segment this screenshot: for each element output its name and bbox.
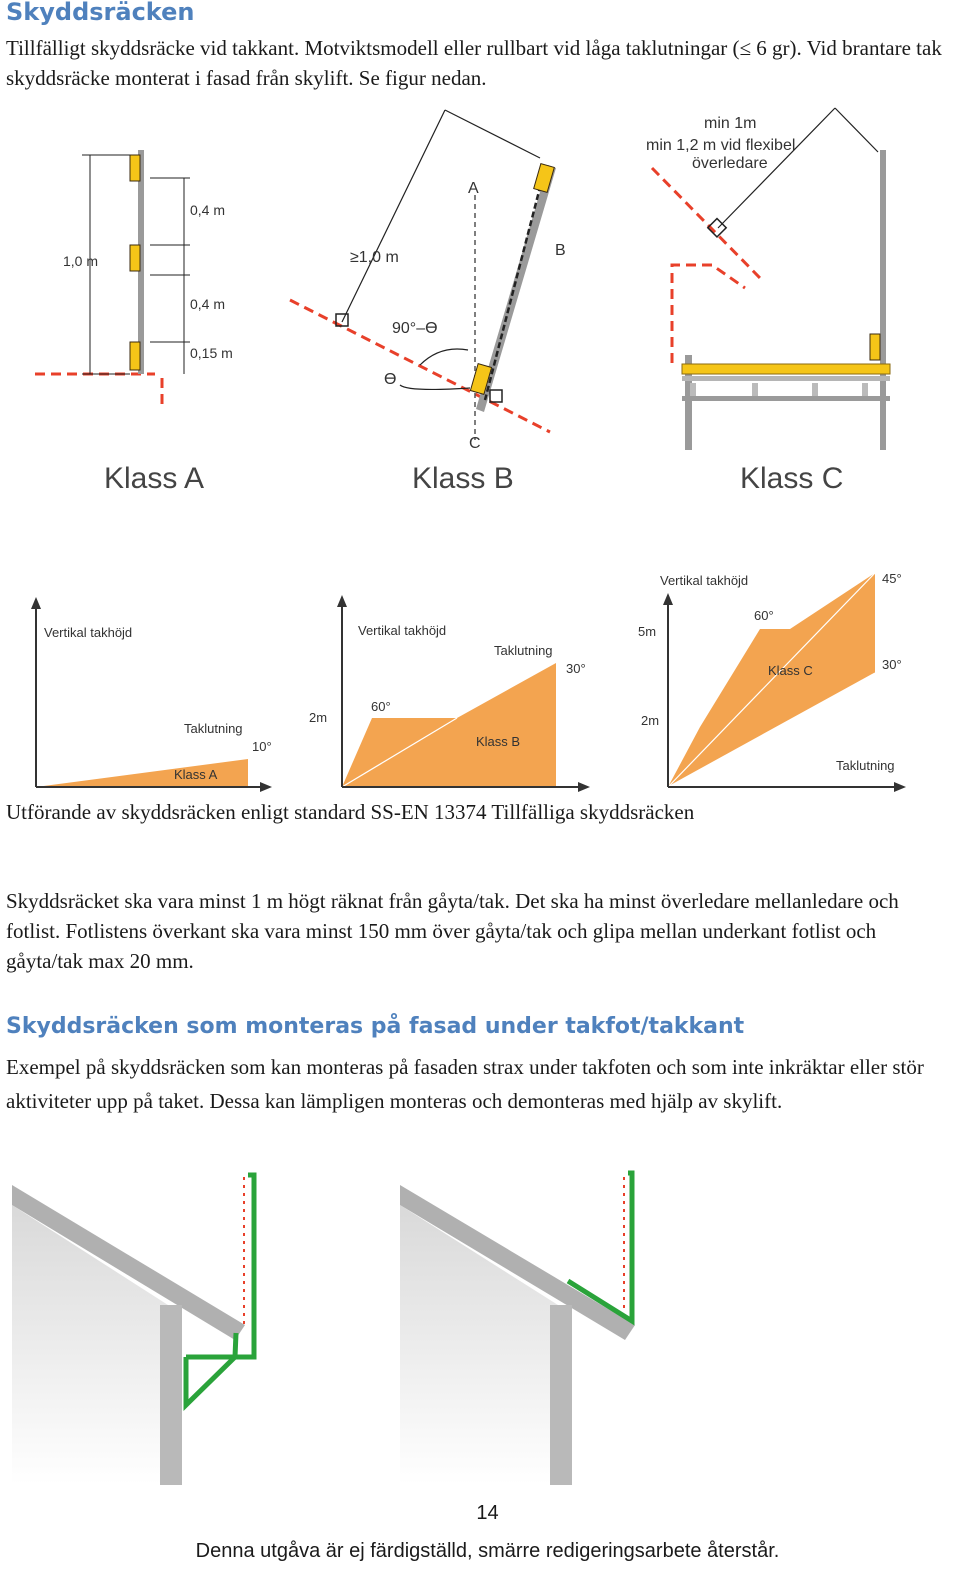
guardrail-class-figure <box>0 100 960 520</box>
klass-a-gap2-label: 0,4 m <box>190 296 226 312</box>
chart-c-angle-top: 45° <box>882 571 902 586</box>
facade-example-right <box>400 1173 635 1485</box>
chart-c-xlabel: Taklutning <box>836 758 895 773</box>
chart-a <box>31 597 272 792</box>
chart-b-height: 2m <box>309 710 328 725</box>
klass-c-min-label: min 1m <box>704 115 757 132</box>
klass-c-drawing <box>646 108 890 495</box>
requirements-paragraph: Skyddsräcket ska vara minst 1 m högt räknat från gåyta/tak. Det ska ha minst överledare mellanledare och fotlist. Fotlistens överkant ska vara minst 150 mm över gåyta/tak och glipa mellan underkant fotlist och gåyta/tak max 20 mm. <box>6 889 899 973</box>
klass-b-label-c: C <box>469 435 481 452</box>
chart-b-xlabel: Taklutning <box>494 643 553 658</box>
klass-a-height-label: 1,0 m <box>63 253 99 269</box>
footer-note: Denna utgåva är ej färdigställd, smärre redigeringsarbete återstår. <box>195 1540 780 1562</box>
facade-guardrail-figure <box>0 1165 960 1495</box>
chart-a-angle: 10° <box>252 739 272 754</box>
klass-b-angle-label: 90°–ϴ <box>392 320 438 337</box>
klass-b-title: Klass B <box>412 462 514 495</box>
klass-a-gap3-label: 0,15 m <box>190 345 233 361</box>
chart-b-ylabel: Vertikal takhöjd <box>358 623 447 638</box>
klass-a-drawing <box>35 150 233 495</box>
klass-b-length-label: ≥1,0 m <box>350 249 399 266</box>
page-number: 14 <box>476 1502 499 1524</box>
chart-c <box>638 571 906 792</box>
chart-b <box>309 595 590 792</box>
chart-c-class: Klass C <box>768 663 813 678</box>
klass-a-gap1-label: 0,4 m <box>190 202 226 218</box>
facade-example-left <box>12 1175 254 1485</box>
chart-c-angle-mid: 60° <box>754 608 774 623</box>
chart-c-angle-low: 30° <box>882 657 902 672</box>
klass-c-title: Klass C <box>740 462 844 495</box>
chart-a-xlabel: Taklutning <box>184 721 243 736</box>
klass-b-drawing <box>290 110 566 495</box>
section-heading-facade: Skyddsräcken som monteras på fasad under takfot/takkant <box>6 1014 745 1039</box>
chart-c-height-top: 5m <box>638 624 657 639</box>
figure-caption: Utförande av skyddsräcken enligt standard SS-EN 13374 Tillfälliga skyddsräcken <box>6 800 695 824</box>
klass-b-label-a: A <box>468 180 479 197</box>
intro-paragraph: Tillfälligt skyddsräcke vid takkant. Motviktsmodell eller rullbart vid låga taklutningar (≤ 6 gr). Vid brantare tak skyddsräcke monterat i fasad från skylift. Se figur nedan. <box>6 36 942 90</box>
klass-c-flex-label1: min 1,2 m vid flexibel <box>646 137 796 154</box>
chart-b-angle-mid: 60° <box>371 699 391 714</box>
chart-c-ylabel: Vertikal takhöjd <box>660 573 749 588</box>
example-paragraph: Exempel på skyddsräcken som kan monteras på fasaden strax under takfoten och som inte inkräktar eller stör aktiviteter upp på taket. Dessa kan lämpligen monteras och demonteras med hjälp av skylift. <box>6 1055 924 1113</box>
chart-b-angle-top: 30° <box>566 661 586 676</box>
klass-b-theta-label: ϴ <box>384 371 397 388</box>
chart-a-class: Klass A <box>174 767 218 782</box>
roof-pitch-charts <box>0 565 960 795</box>
chart-c-height-low: 2m <box>641 713 660 728</box>
klass-c-flex-label2: överledare <box>692 155 768 172</box>
klass-b-label-b: B <box>555 242 566 259</box>
chart-b-class: Klass B <box>476 734 521 749</box>
chart-a-ylabel: Vertikal takhöjd <box>44 625 133 640</box>
section-heading: Skyddsräcken <box>6 0 195 26</box>
klass-a-title: Klass A <box>104 462 205 495</box>
